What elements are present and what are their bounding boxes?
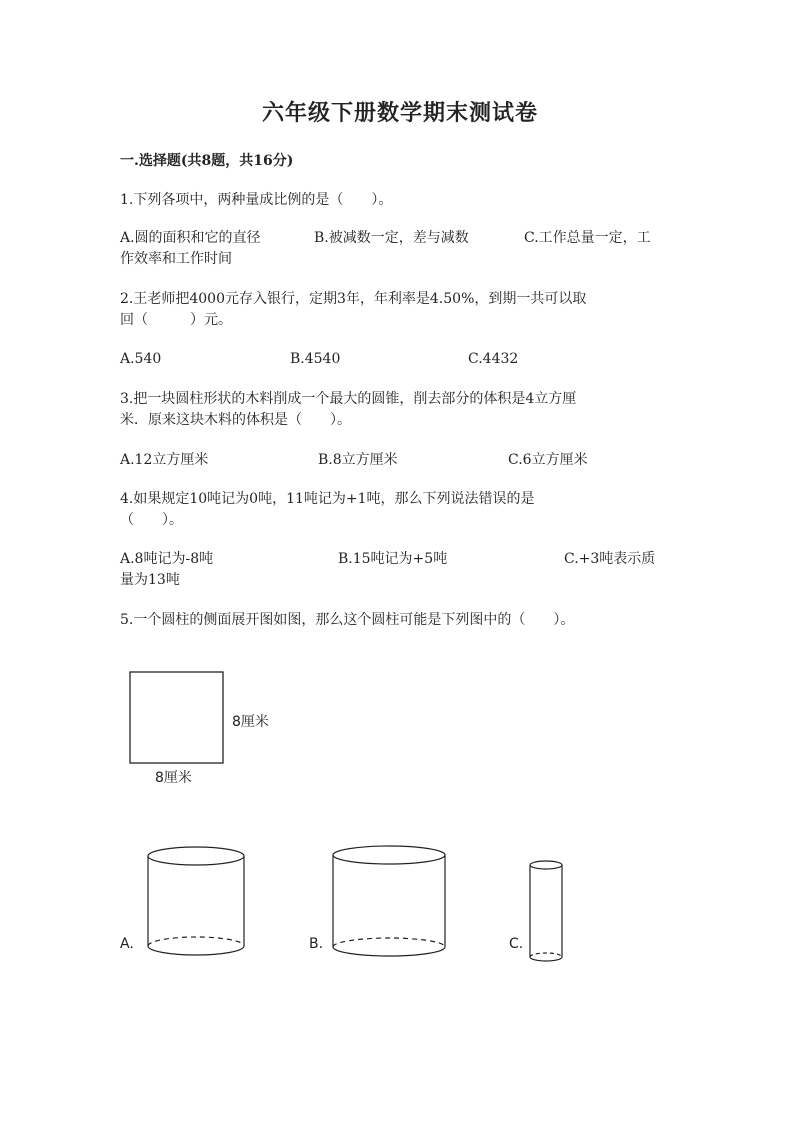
cylinder-a bbox=[148, 847, 244, 955]
question-3-text-continued: 米．原来这块木料的体积是（ ）。 bbox=[120, 412, 351, 428]
question-4-text-continued: （ ）。 bbox=[120, 512, 183, 528]
q4-option-c-continued: 量为13吨 bbox=[120, 572, 180, 588]
cylinder-b-label: B. bbox=[309, 936, 324, 952]
cylinder-a-label: A. bbox=[120, 936, 134, 952]
cylinder-c-label: C. bbox=[509, 936, 524, 952]
question-2-text-continued: 回（ ）元。 bbox=[120, 312, 232, 328]
square-side-label: 8厘米 bbox=[232, 714, 269, 730]
section-heading: 一.选择题(共8题，共16分) bbox=[120, 153, 294, 169]
question-1-text: 1.下列各项中，两种量成比例的是（ ）。 bbox=[120, 192, 393, 208]
q1-option-b: B.被减数一定，差与减数 bbox=[314, 230, 469, 246]
q3-option-c: C.6立方厘米 bbox=[508, 452, 588, 468]
cylinder-b bbox=[333, 846, 445, 956]
question-3-text: 3.把一块圆柱形状的木料削成一个最大的圆锥，削去部分的体积是4立方厘 bbox=[120, 391, 577, 407]
q1-option-c: C.工作总量一定，工 bbox=[524, 230, 651, 246]
q2-option-c: C.4432 bbox=[468, 351, 519, 367]
question-2-text: 2.王老师把4000元存入银行，定期3年，年利率是4.50%，到期一共可以取 bbox=[120, 291, 587, 307]
q4-option-a: A.8吨记为-8吨 bbox=[120, 551, 214, 567]
question-5-text: 5.一个圆柱的侧面展开图如图，那么这个圆柱可能是下列图中的（ ）。 bbox=[120, 612, 575, 628]
q2-option-a: A.540 bbox=[120, 351, 162, 367]
q4-option-b: B.15吨记为+5吨 bbox=[338, 551, 448, 567]
q3-option-b: B.8立方厘米 bbox=[318, 452, 398, 468]
cylinder-c bbox=[530, 861, 562, 961]
q1-option-a: A.圆的面积和它的直径 bbox=[120, 230, 261, 246]
q3-option-a: A.12立方厘米 bbox=[120, 452, 209, 468]
q4-option-c: C.+3吨表示质 bbox=[564, 551, 656, 567]
q2-option-b: B.4540 bbox=[290, 351, 341, 367]
question-4-text: 4.如果规定10吨记为0吨，11吨记为+1吨，那么下列说法错误的是 bbox=[120, 491, 535, 507]
page-title: 六年级下册数学期末测试卷 bbox=[261, 100, 538, 126]
q1-option-c-continued: 作效率和工作时间 bbox=[120, 251, 232, 267]
square-bottom-label: 8厘米 bbox=[155, 770, 192, 786]
side-unfolding-square bbox=[130, 672, 223, 763]
